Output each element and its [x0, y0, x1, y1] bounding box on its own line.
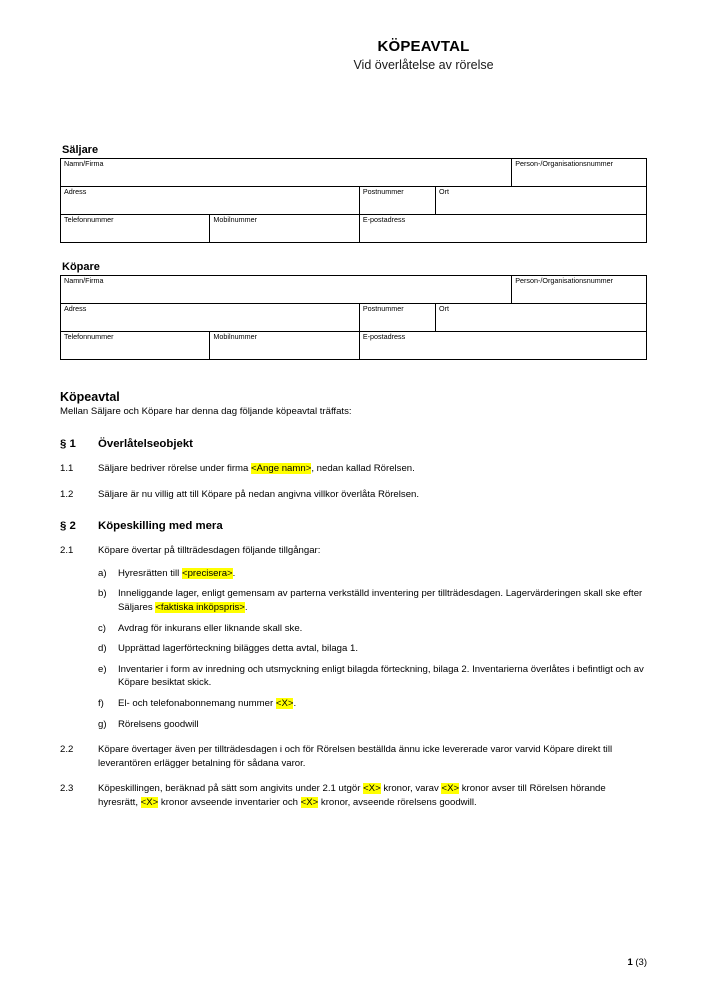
list-item-text: Inventarier i form av inredning och utsmyckning enligt bilagda förteckning, bilaga 2. Inventarierna överlåtes i befintligt och av Köpare besiktat skick.: [118, 663, 644, 689]
table-row: [61, 332, 647, 360]
list-marker: e): [98, 663, 107, 675]
agreement-title: Köpeavtal: [60, 390, 120, 404]
section-heading-2: [60, 520, 647, 532]
seller-email-field[interactable]: E-postadress: [359, 215, 646, 243]
list-item: [60, 622, 647, 636]
seller-mobile-field[interactable]: Mobilnummer: [210, 215, 359, 243]
list-item-text-tail: .: [244, 601, 248, 613]
list-item: [60, 697, 647, 711]
section-number-2: § 2: [60, 520, 76, 533]
clause-text-tail: , nedan kallad Rörelsen.: [311, 462, 415, 474]
clause-text-run: kronor avseende inventarier och: [158, 797, 301, 809]
list-item: [60, 663, 647, 690]
placeholder-highlight[interactable]: <X>: [441, 783, 460, 795]
clause-number: 2.1: [60, 545, 74, 557]
list-marker: d): [98, 643, 107, 655]
clause-2-3: [60, 782, 647, 809]
seller-postal-field[interactable]: Postnummer: [359, 187, 435, 215]
list-item-text: Avdrag för inkurans eller liknande skall ske.: [118, 622, 303, 634]
list-item-text: Hyresrätten till: [118, 567, 182, 579]
list-item: [60, 587, 647, 614]
clause-text: Köpare övertager även per tillträdesdagen i och för Rörelsen beställda ännu icke levererade varor varvid Köpare direkt till leverantören erlägger betalning för sådana varor.: [98, 744, 613, 769]
list-item-text-tail: .: [293, 698, 297, 710]
buyer-orgnr-field[interactable]: Person-/Organisationsnummer: [512, 276, 647, 304]
list-item-text-tail: .: [232, 567, 236, 579]
section-title-2: Köpeskilling med mera: [98, 520, 223, 533]
list-item-text: Inneliggande lager, enligt gemensam av parterna verkställd inventering per tillträdesdagen. Lagervärderingen skall ske efter Säljares: [118, 588, 643, 613]
clause-text-run: Köpeskillingen, beräknad på sätt som angivits under 2.1 utgör: [98, 783, 364, 795]
clause-number: 2.2: [60, 744, 74, 756]
placeholder-highlight[interactable]: <X>: [363, 783, 381, 795]
placeholder-highlight[interactable]: <X>: [300, 797, 319, 809]
clause-2-1-list: [60, 567, 647, 731]
list-item-text: El- och telefonabonnemang nummer: [118, 698, 276, 710]
table-row: [61, 215, 647, 243]
list-item-text: Upprättad lagerförteckning bilägges detta avtal, bilaga 1.: [118, 643, 358, 655]
table-row: [61, 187, 647, 215]
list-item: [60, 567, 647, 581]
list-marker: b): [98, 588, 107, 600]
document-header: [60, 0, 647, 72]
buyer-city-field[interactable]: Ort: [436, 304, 647, 332]
list-item: [60, 718, 647, 732]
seller-heading: Säljare: [62, 144, 99, 156]
placeholder-highlight[interactable]: <faktiska inköpspris>: [155, 601, 245, 613]
list-marker: f): [98, 698, 104, 710]
buyer-mobile-field[interactable]: Mobilnummer: [210, 332, 359, 360]
buyer-postal-field[interactable]: Postnummer: [359, 304, 435, 332]
clause-1-1: [60, 462, 647, 476]
clause-text: Säljare är nu villig att till Köpare på nedan angivna villkor överlåta Rörelsen.: [98, 488, 420, 500]
table-row: [61, 276, 647, 304]
clause-2-2: [60, 743, 647, 770]
clause-text: [98, 782, 647, 809]
buyer-address-field[interactable]: Adress: [61, 304, 360, 332]
seller-section: [60, 144, 647, 243]
table-row: [61, 304, 647, 332]
placeholder-highlight[interactable]: <precisera>: [181, 567, 233, 579]
clause-text-run: kronor, avseende rörelsens goodwill.: [318, 797, 477, 809]
clause-number: 1.2: [60, 488, 74, 500]
clause-text-run: kronor, varav: [380, 783, 442, 795]
seller-address-field[interactable]: Adress: [61, 187, 360, 215]
seller-table: [60, 158, 647, 243]
clause-text-run: kronor avser till Rörelsen hörande hyresrätt,: [98, 783, 606, 809]
list-item-text: Rörelsens goodwill: [118, 718, 199, 730]
list-item: [60, 642, 647, 656]
section-heading-1: [60, 438, 647, 450]
table-row: [61, 159, 647, 187]
buyer-name-field[interactable]: Namn/Firma: [61, 276, 512, 304]
list-marker: c): [98, 622, 106, 634]
clause-1-2: [60, 488, 647, 502]
buyer-phone-field[interactable]: Telefonnummer: [61, 332, 210, 360]
buyer-section: [60, 261, 647, 360]
clause-text: Köpare övertar på tillträdesdagen följande tillgångar:: [98, 545, 321, 557]
page-title: KÖPEAVTAL: [377, 38, 470, 55]
page-footer: [627, 957, 647, 968]
page-subtitle: Vid överlåtelse av rörelse: [353, 58, 494, 72]
list-marker: g): [98, 718, 107, 730]
clause-number: 1.1: [60, 462, 74, 474]
list-marker: a): [98, 567, 107, 579]
page-total: (3): [635, 957, 647, 968]
buyer-heading: Köpare: [62, 261, 100, 273]
clause-number: 2.3: [60, 783, 74, 795]
seller-orgnr-field[interactable]: Person-/Organisationsnummer: [512, 159, 647, 187]
buyer-table: [60, 275, 647, 360]
placeholder-highlight[interactable]: <X>: [275, 698, 294, 710]
clause-2-1: [60, 544, 647, 558]
seller-phone-field[interactable]: Telefonnummer: [61, 215, 210, 243]
agreement-body: [60, 390, 647, 810]
seller-name-field[interactable]: Namn/Firma: [61, 159, 512, 187]
buyer-email-field[interactable]: E-postadress: [359, 332, 646, 360]
section-title-1: Överlåtelseobjekt: [98, 437, 193, 450]
seller-city-field[interactable]: Ort: [436, 187, 647, 215]
section-number-1: § 1: [60, 437, 76, 450]
page-number: 1: [627, 957, 633, 968]
clause-text: Säljare bedriver rörelse under firma: [98, 462, 252, 474]
placeholder-highlight[interactable]: <Ange namn>: [251, 462, 312, 474]
placeholder-highlight[interactable]: <X>: [140, 797, 159, 809]
agreement-intro: Mellan Säljare och Köpare har denna dag följande köpeavtal träffats:: [60, 406, 352, 417]
